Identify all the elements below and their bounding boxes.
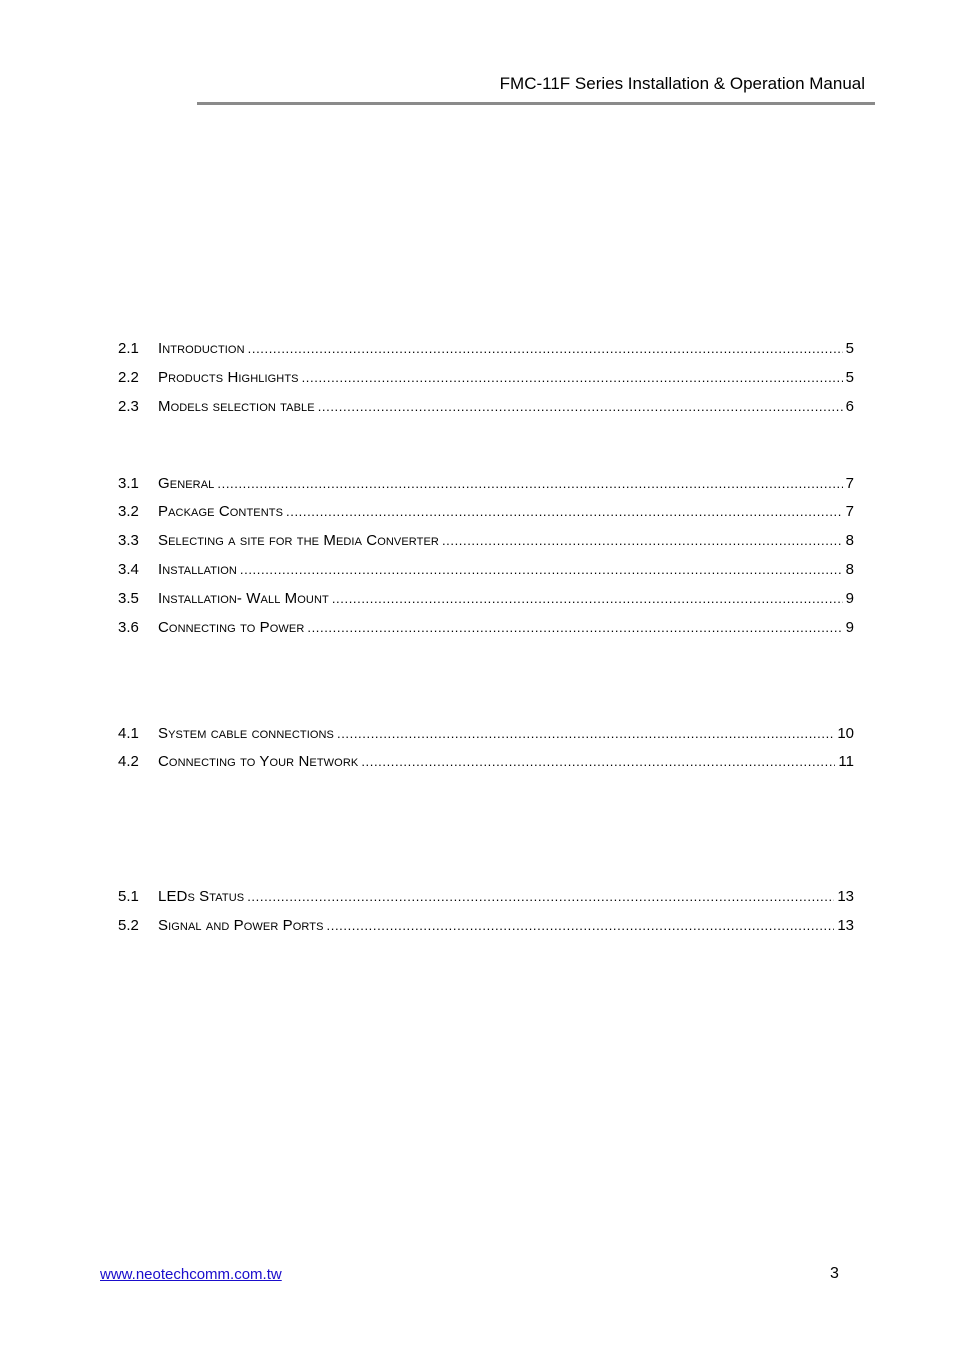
toc-entry-number: 2.3 (118, 398, 139, 415)
toc-entry[interactable] (118, 340, 854, 362)
toc-entry[interactable] (118, 532, 854, 554)
toc-dot-leader (361, 754, 835, 769)
toc-entry-number: 4.2 (118, 753, 139, 770)
toc-entry-number: 3.4 (118, 561, 139, 578)
toc-entry-number: 5.2 (118, 917, 139, 934)
toc-dot-leader (318, 399, 843, 414)
toc-entry-number: 3.3 (118, 532, 139, 549)
toc-entry-number: 4.1 (118, 725, 139, 742)
toc-dot-leader (217, 476, 842, 491)
toc-dot-leader (247, 889, 834, 904)
toc-entry-title: Models selection table (158, 398, 315, 415)
toc-dot-leader (240, 562, 843, 577)
toc-entry-title: Connecting to Your Network (158, 753, 359, 770)
page-number: 3 (830, 1265, 839, 1282)
toc-entry-page: 11 (838, 753, 854, 770)
toc-entry-page: 8 (845, 532, 854, 549)
toc-entry-title: Products Highlights (158, 369, 299, 386)
toc-entry[interactable] (118, 753, 854, 775)
toc-entry-title: Selecting a site for the Media Converter (158, 532, 439, 549)
toc-entry-title: System cable connections (158, 725, 334, 742)
toc-entry-number: 3.2 (118, 503, 139, 520)
toc-entry-number: 3.1 (118, 475, 139, 492)
toc-dot-leader (286, 504, 843, 519)
toc-entry[interactable] (118, 590, 854, 612)
toc-dot-leader (248, 341, 843, 356)
toc-entry-page: 13 (837, 888, 854, 905)
toc-dot-leader (302, 370, 843, 385)
toc-entry-page: 13 (837, 917, 854, 934)
toc-dot-leader (442, 533, 843, 548)
toc-dot-leader (332, 591, 843, 606)
toc-entry[interactable] (118, 398, 854, 420)
toc-entry-page: 5 (845, 369, 854, 386)
toc-entry[interactable] (118, 475, 854, 497)
toc-entry-number: 3.5 (118, 590, 139, 607)
toc-entry-page: 6 (845, 398, 854, 415)
toc-dot-leader (307, 620, 842, 635)
toc-entry-page: 7 (845, 475, 854, 492)
toc-entry-title: Signal and Power Ports (158, 917, 324, 934)
toc-entry[interactable] (118, 888, 854, 910)
toc-entry-page: 7 (845, 503, 854, 520)
toc-entry-title: Connecting to Power (158, 619, 305, 636)
toc-entry-number: 2.2 (118, 369, 139, 386)
toc-entry-title: Installation (158, 561, 237, 578)
toc-entry-page: 8 (845, 561, 854, 578)
toc-entry-title: Introduction (158, 340, 245, 357)
toc-entry-number: 2.1 (118, 340, 139, 357)
website-link[interactable]: www.neotechcomm.com.tw (100, 1266, 282, 1283)
header-rule (197, 102, 875, 105)
toc-entry-page: 9 (845, 590, 854, 607)
toc-entry[interactable] (118, 561, 854, 583)
toc-entry-title: Package Contents (158, 503, 284, 520)
toc-dot-leader (337, 726, 834, 741)
toc-entry-number: 3.6 (118, 619, 139, 636)
toc-entry-page: 9 (845, 619, 854, 636)
toc-dot-leader (327, 918, 835, 933)
toc-entry-page: 5 (845, 340, 854, 357)
toc-entry[interactable] (118, 917, 854, 939)
toc-entry-number: 5.1 (118, 888, 139, 905)
toc-entry-title: General (158, 475, 215, 492)
toc-entry[interactable] (118, 619, 854, 641)
toc-entry-page: 10 (837, 725, 854, 742)
toc-entry-title: LEDs Status (158, 888, 245, 905)
toc-entry[interactable] (118, 503, 854, 525)
toc-entry[interactable] (118, 725, 854, 747)
manual-title: FMC-11F Series Installation & Operation Manual (499, 74, 865, 93)
toc-entry-title: Installation- Wall Mount (158, 590, 329, 607)
toc-entry[interactable] (118, 369, 854, 391)
